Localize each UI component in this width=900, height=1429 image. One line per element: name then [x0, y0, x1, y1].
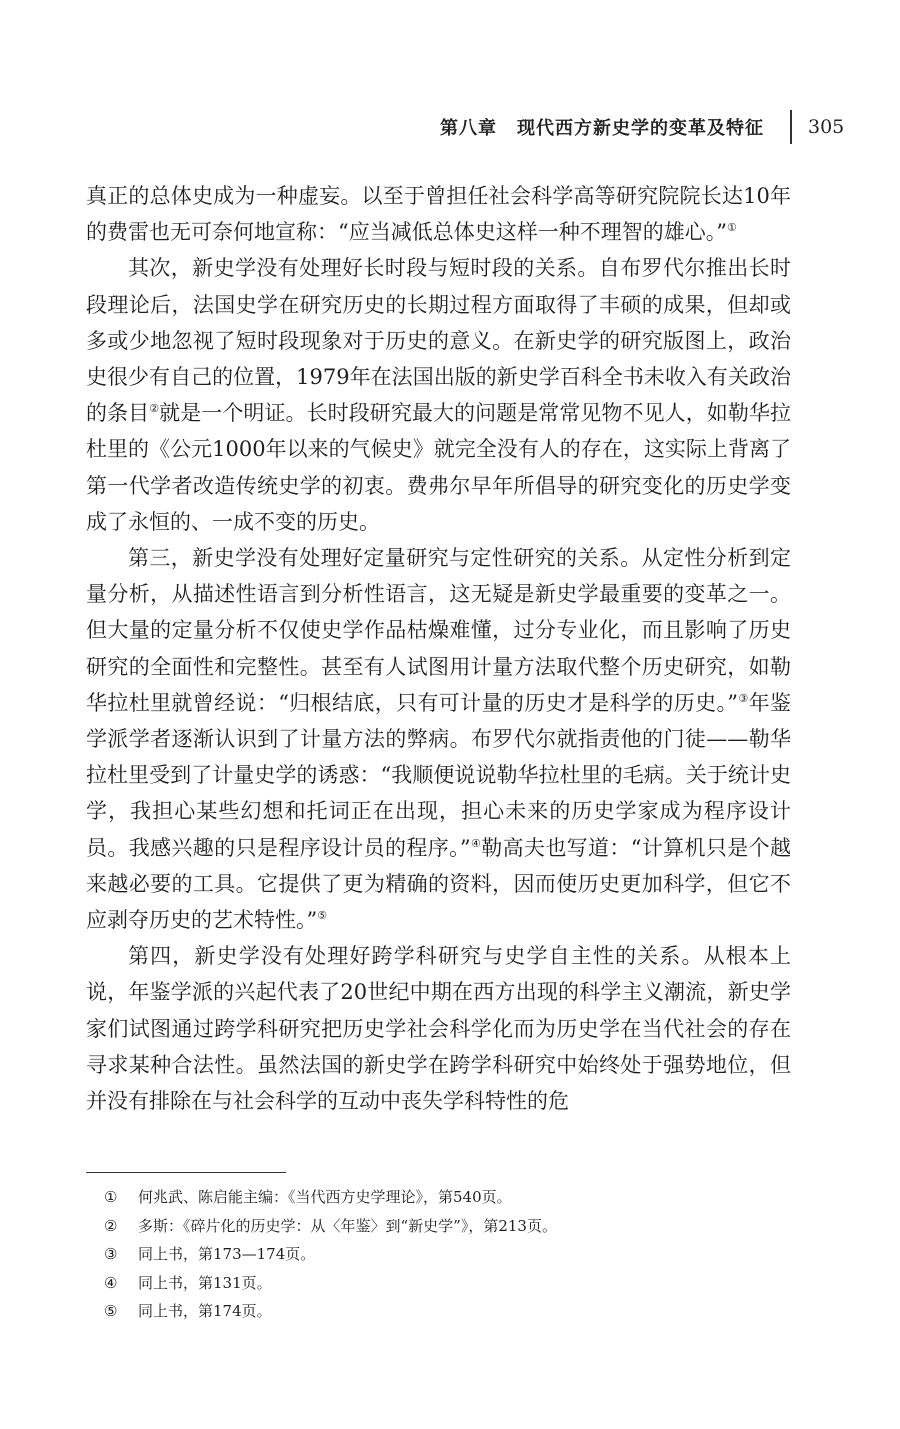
chapter-label: 第八章 — [440, 118, 497, 139]
paragraph-4: 第四，新史学没有处理好跨学科研究与史学自主性的关系。从根本上说，年鉴学派的兴起代表了20世纪中期在西方出现的科学主义潮流，新史学家们试图通过跨学科研究把历史学社会科学化而为历史学在当代社会的存在寻求某种合法性。虽然法国的新史学在跨学科研究中始终处于强势地位，但并没有排除在与社会科学的互动中丧失学科特性的危 — [86, 944, 791, 1114]
footnote-ref-3: ③ — [738, 691, 749, 705]
footnote-ref-1: ① — [726, 221, 737, 235]
footnote-1: ① 何兆武、陈启能主编：《当代西方史学理论》，第540页。 — [104, 1188, 512, 1206]
footnote-ref-2: ② — [149, 402, 160, 416]
footnote-3: ③ 同上书，第173—174页。 — [104, 1245, 316, 1263]
footnote-2: ② 多斯：《碎片化的历史学：从〈年鉴〉到“新史学”》，第213页。 — [104, 1216, 557, 1235]
running-header — [440, 110, 844, 144]
footnote-ref-5: ⑤ — [317, 909, 328, 923]
footnote-ref-4: ④ — [470, 836, 482, 850]
footnote-5: ⑤ 同上书，第174页。 — [104, 1302, 272, 1320]
page-number: 305 — [808, 116, 845, 138]
paragraph-1: 真正的总体史成为一种虚妄。以至于曾担任社会科学高等研究院院长达10年的费雷也无可奈何地宣称：“应当减低总体史这样一种不理智的雄心。”① — [86, 184, 791, 245]
chapter-title: 现代西方新史学的变革及特征 — [517, 118, 764, 139]
paragraph-2: 其次，新史学没有处理好长时段与短时段的关系。自布罗代尔推出长时段理论后，法国史学在研究历史的长期过程方面取得了丰硕的成果，但却或多或少地忽视了短时段现象对于历史的意义。在新史学的研究版图上，政治史很少有自己的位置，1979年在法国出版的新史学百科全书未收入有关政治的条目②就是一个明证。长时段研究最大的问题是常常见物不见人，如勒华拉杜里的《公元1000年以来的气候史》就完全没有人的存在，这实际上背离了第一代学者改造传统史学的初衷。费弗尔早年所倡导的研究变化的历史学变成了永恒的、一成不变的历史。 — [86, 256, 792, 534]
footnote-separator — [86, 1172, 286, 1173]
footnote-4: ④ 同上书，第131页。 — [104, 1273, 272, 1292]
paragraph-3: 第三，新史学没有处理好定量研究与定性研究的关系。从定性分析到定量分析，从描述性语言到分析性语言，这无疑是新史学最重要的变革之一。但大量的定量分析不仅使史学作品枯燥难懂，过分专业化，而且影响了历史研究的全面性和完整性。甚至有人试图用计量方法取代整个历史研究，如勒华拉杜里就曾经说：“归根结底，只有可计量的历史才是科学的历史。”③年鉴学派学者逐渐认识到了计量方法的弊病。布罗代尔就指责他的门徒——勒华拉杜里受到了计量史学的诱惑：“我顺便说说勒华拉杜里的毛病。关于统计史学，我担心某些幻想和托词正在出现，担心未来的历史学家成为程序设计员。我感兴趣的只是程序设计员的程序。”④勒高夫也写道：“计算机只是个越来越必要的工具。它提供了更为精确的资料，因而使历史更加科学，但它不应剥夺历史的艺术特性。”⑤ — [86, 546, 791, 933]
header-divider — [790, 110, 792, 144]
footnotes — [104, 1183, 557, 1326]
body-text — [86, 178, 791, 1119]
